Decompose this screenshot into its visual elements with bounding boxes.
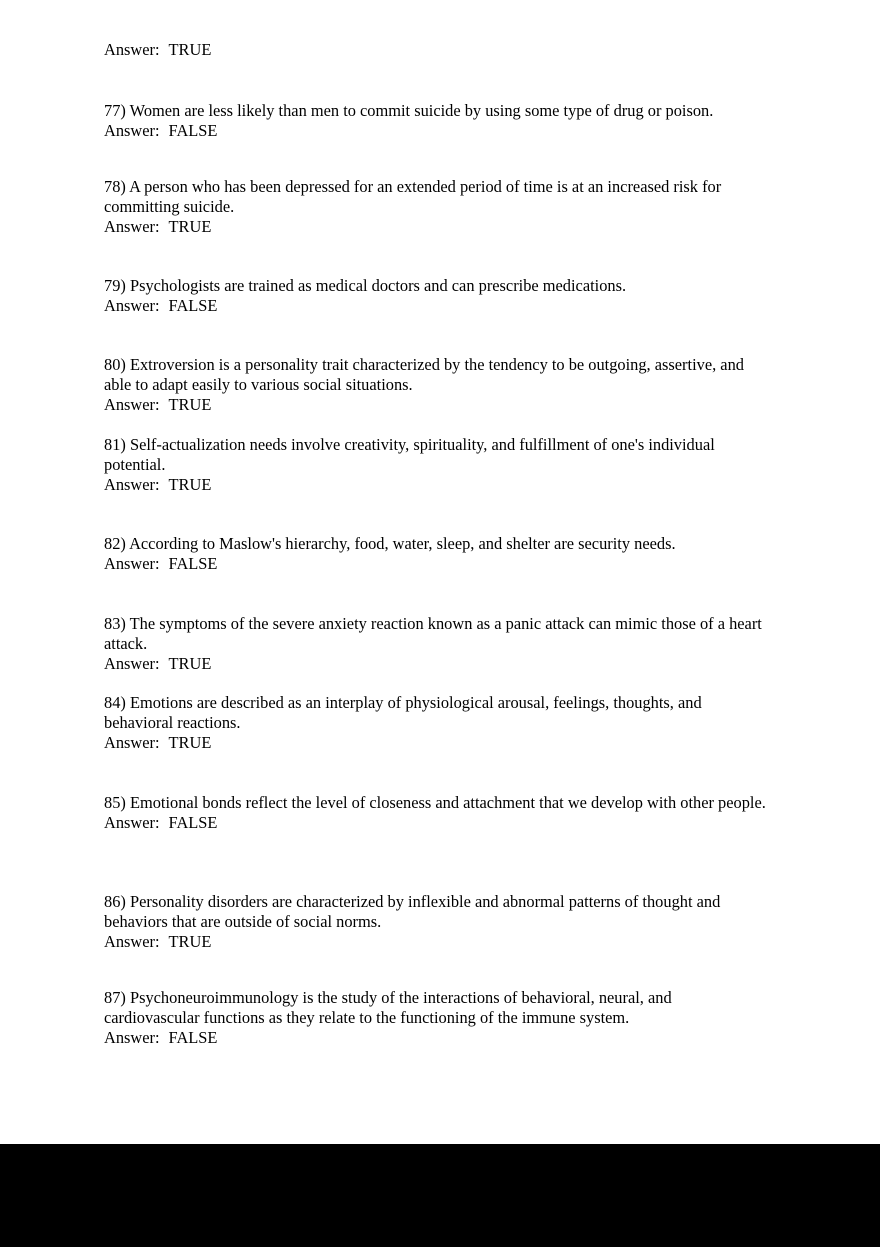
question-text: 85) Emotional bonds reflect the level of closeness and attachment that we develop with other people.: [104, 793, 766, 812]
question-77: [104, 101, 769, 141]
question-78: [104, 177, 769, 236]
answer-line: Answer: TRUE: [104, 216, 212, 236]
question-86: [104, 892, 769, 951]
question-text: 84) Emotions are described as an interplay of physiological arousal, feelings, thoughts, and behavioral reactions.: [104, 693, 702, 732]
answer-value: FALSE: [168, 1027, 218, 1047]
question-81: [104, 435, 769, 494]
answer-value: FALSE: [168, 553, 218, 573]
answer-value: FALSE: [168, 120, 218, 140]
answer-value: TRUE: [168, 732, 212, 752]
question-text: 81) Self-actualization needs involve creativity, spirituality, and fulfillment of one's individual potential.: [104, 435, 715, 474]
question-82: [104, 534, 769, 574]
answer-value: TRUE: [168, 40, 212, 59]
question-85: [104, 793, 769, 833]
question-text: 80) Extroversion is a personality trait characterized by the tendency to be outgoing, assertive, and able to adapt easily to various social situations.: [104, 355, 744, 394]
leading-answer: [104, 40, 769, 60]
answer-line: Answer: TRUE: [104, 653, 212, 673]
answer-line: Answer: FALSE: [104, 120, 218, 140]
question-79: [104, 276, 769, 316]
question-text: 78) A person who has been depressed for an extended period of time is at an increased risk for committing suicide.: [104, 177, 722, 216]
answer-line: Answer: FALSE: [104, 553, 218, 573]
answer-value: TRUE: [168, 394, 212, 414]
question-text: 79) Psychologists are trained as medical doctors and can prescribe medications.: [104, 276, 627, 295]
question-text: 82) According to Maslow's hierarchy, food, water, sleep, and shelter are security needs.: [104, 534, 676, 553]
answer-line: Answer: TRUE: [104, 394, 212, 414]
answer-line: Answer: FALSE: [104, 812, 218, 832]
question-text: 77) Women are less likely than men to commit suicide by using some type of drug or poison.: [104, 101, 714, 120]
question-83: [104, 614, 769, 673]
question-80: [104, 355, 769, 414]
answer-value: TRUE: [168, 216, 212, 236]
answer-line: Answer: FALSE: [104, 295, 218, 315]
answer-value: TRUE: [168, 931, 212, 951]
bottom-black-band: [0, 1144, 880, 1247]
question-87: [104, 988, 769, 1047]
question-text: 83) The symptoms of the severe anxiety reaction known as a panic attack can mimic those of a heart attack.: [104, 614, 762, 653]
answer-line: Answer: TRUE: [104, 732, 212, 752]
answer-line: Answer: FALSE: [104, 1027, 218, 1047]
answer-line: [104, 40, 769, 60]
answer-value: TRUE: [168, 474, 212, 494]
question-text: 87) Psychoneuroimmunology is the study of the interactions of behavioral, neural, and cardiovascular functions as they relate to the functioning of the immune system.: [104, 988, 672, 1027]
answer-value: FALSE: [168, 295, 218, 315]
answer-line: Answer: TRUE: [104, 931, 212, 951]
answer-value: TRUE: [168, 653, 212, 673]
answer-line: Answer: TRUE: [104, 474, 212, 494]
question-text: 86) Personality disorders are characterized by inflexible and abnormal patterns of thought and behaviors that are outside of social norms.: [104, 892, 721, 931]
question-84: [104, 693, 769, 752]
answer-label: Answer:: [104, 40, 160, 59]
answer-value: FALSE: [168, 812, 218, 832]
